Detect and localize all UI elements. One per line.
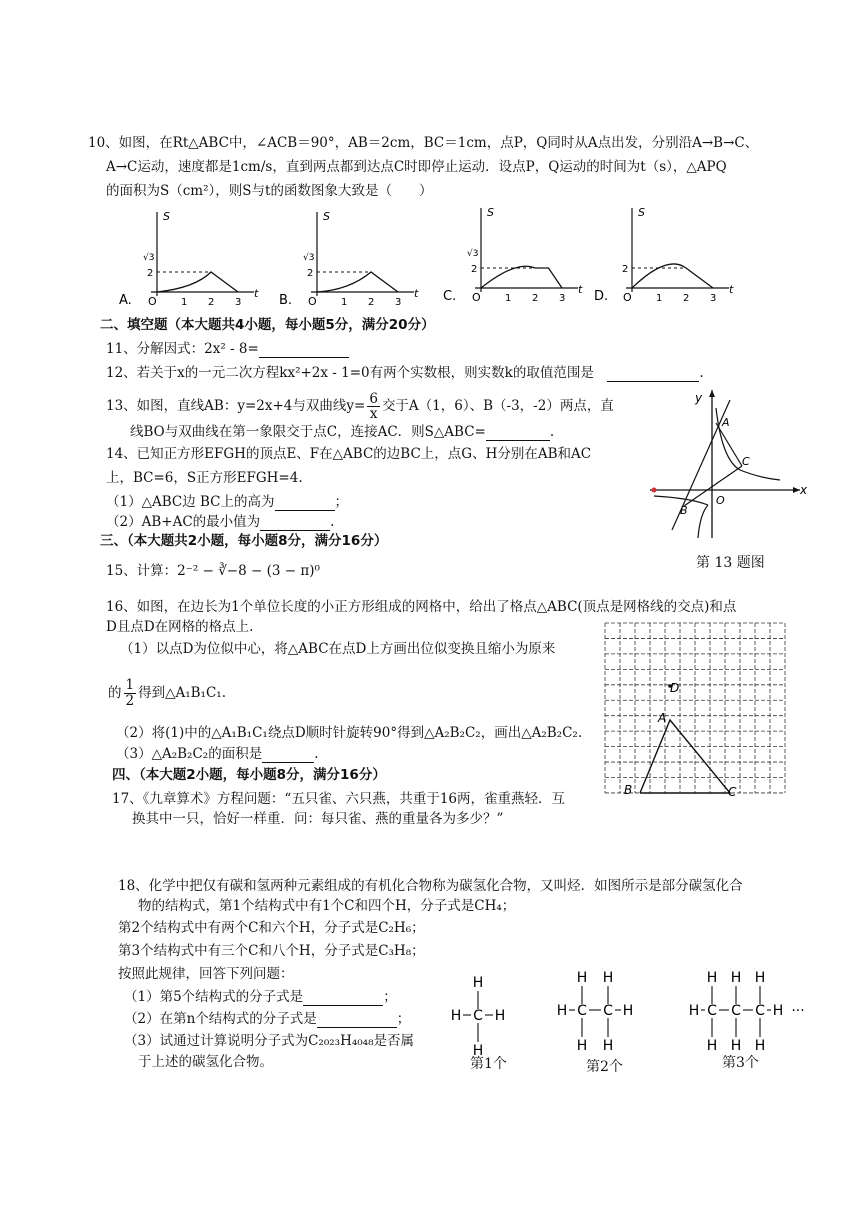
hydrogen-atom: H [602, 970, 614, 986]
q11 [106, 340, 349, 358]
tick-2: 2 [368, 297, 375, 308]
section2-heading: 二、填空题（本大题共4小题，每小题5分，满分20分） [100, 317, 435, 333]
q18-line4: 第3个结构式中有三个C和八个H，分子式是C₃H₈； [118, 943, 425, 959]
graph-option-3 [443, 206, 583, 304]
section4-heading: 四、（本大题2小题，每小题8分，满分16分） [112, 767, 386, 783]
hyperbola-branch-2 [654, 496, 708, 538]
label-o: O [148, 295, 157, 308]
q10-graphs [0, 200, 868, 320]
carbon-atom: C [731, 1003, 741, 1019]
q14-part1-blank [275, 496, 335, 511]
label-c: C [742, 455, 750, 468]
q18-part2-end: ； [396, 1011, 411, 1027]
carbon-atom: C [755, 1003, 765, 1019]
curve [157, 272, 238, 292]
label-s: S [487, 206, 494, 219]
tick-sqrt3: √3 [143, 253, 155, 263]
hydrogen-atom: H [730, 970, 742, 986]
label-a: A [722, 416, 730, 429]
tick-2: 2 [471, 264, 478, 275]
q18-part1-blank [303, 991, 383, 1006]
q14-part2 [106, 513, 334, 531]
q18-part2 [124, 1010, 410, 1028]
q12-end: . [699, 365, 704, 381]
hydrogen-atom: H [576, 1038, 588, 1054]
q18-line3: 第2个结构式中有两个C和六个H，分子式是C₂H₆； [118, 920, 425, 936]
q17-line2: 换其中一只，恰好一样重．问：每只雀、燕的重量各为多少？” [132, 811, 504, 827]
tick-1: 1 [656, 293, 663, 304]
option-label: C. [443, 289, 457, 304]
tick-2: 2 [307, 268, 314, 279]
carbon-atom: C [707, 1003, 717, 1019]
label-o: O [472, 291, 481, 304]
q16-line4 [108, 678, 226, 709]
q10-line1: 10、如图，在Rt△ABC中，∠ACB＝90°，AB＝2cm，BC＝1cm，点P，Q同时从A点出发，分别沿A→B→C、 [88, 135, 759, 151]
tick-3: 3 [710, 293, 717, 304]
hydrogen-atom: H [450, 1008, 462, 1024]
hydrogen-atom: H [754, 1038, 766, 1054]
chem-structures [451, 970, 805, 1059]
option-label: A. [119, 293, 132, 308]
q16-grid-figure [604, 622, 790, 798]
graph-option-4 [594, 206, 734, 304]
label-t: t [729, 283, 734, 296]
q16-frac-den: 2 [125, 693, 135, 709]
q13-text-c: 线BO与双曲线在第一象限交于点C，连接AC．则S△ABC= [130, 424, 486, 440]
tick-sqrt3: √3 [303, 253, 315, 263]
label-c: C [728, 785, 737, 798]
q14-part2-text: （2）AB+AC的最小值为 [106, 514, 261, 530]
q14-part1-text: （1）△ABC边 BC上的高为 [106, 494, 275, 510]
carbon-atom: C [577, 1003, 587, 1019]
graph-option-1 [119, 210, 259, 308]
grid-lines [605, 623, 785, 793]
hydrogen-atom: H [472, 1043, 484, 1059]
q18-part1-text: （1）第5个结构式的分子式是 [124, 989, 304, 1005]
y-axis-arrow [709, 390, 715, 397]
tick-2: 2 [532, 293, 539, 304]
q13-fraction [367, 392, 380, 421]
q14-part2-blank [260, 516, 330, 531]
q15: 15、计算：2⁻² − ∛−8 − (3 − π)⁰ [106, 563, 320, 579]
hydrogen-atom: H [622, 1003, 634, 1019]
q18-part3: （3）试通过计算说明分子式为C₂₀₂₃H₄₀₄₈是否属 [124, 1033, 414, 1049]
q16-frac-num: 1 [125, 677, 135, 693]
carbon-atom: C [473, 1008, 483, 1024]
q16-result: 得到△A₁B₁C₁. [138, 685, 227, 701]
label-d: D [670, 681, 680, 695]
q14-line2: 上，BC=6，S正方形EFGH=4. [106, 470, 303, 486]
q13-frac-den: x [369, 406, 378, 422]
q10-line2: A→C运动，速度都是1cm/s，直到两点都到达点C时即停止运动．设点P，Q运动的时间为t（s），△APQ [106, 159, 727, 175]
tick-2: 2 [147, 268, 154, 279]
label-o: O [716, 494, 725, 507]
q18-line1: 18、化学中把仅有碳和氢两种元素组成的有机化合物称为碳氢化合物，又叫烃．如图所示是部分碳氢化合 [118, 878, 743, 894]
section3-heading: 三、（本大题共2小题，每小题8分，满分16分） [100, 533, 388, 549]
hydrogen-atom: H [494, 1008, 506, 1024]
q16-line3: （1）以点D为位似中心，将△ABC在点D上方画出位似变换且缩小为原来 [120, 641, 556, 657]
q16-part3-text: （3）△A₂B₂C₂的面积是 [116, 746, 263, 762]
curve [481, 266, 562, 288]
hydrogen-atom: H [602, 1038, 614, 1054]
q11-text: 11、分解因式：2x² - 8= [106, 341, 259, 357]
tick-1: 1 [505, 293, 512, 304]
hydrogen-atom: H [688, 1003, 700, 1019]
ellipsis: ··· [791, 1003, 805, 1019]
tick-2: 2 [622, 264, 629, 275]
curve [317, 272, 398, 292]
label-s: S [323, 210, 330, 223]
q14-part1-end: ； [334, 494, 349, 510]
hydrogen-atom: H [706, 970, 718, 986]
tick-1: 1 [341, 297, 348, 308]
q18-part1-end: ； [383, 989, 397, 1005]
q13-line2 [130, 423, 554, 441]
q16-of: 的 [108, 685, 122, 701]
line-bc [684, 466, 742, 506]
label-b: B [624, 783, 633, 797]
carbon-atom: C [603, 1003, 613, 1019]
label-t: t [414, 287, 419, 300]
label-o: O [623, 291, 632, 304]
q16-line5: （2）将(1)中的△A₁B₁C₁绕点D顺时针旋转90°得到△A₂B₂C₂，画出△A₂B₂C₂. [116, 725, 583, 741]
q16-line6 [116, 745, 319, 763]
q13-blank [486, 426, 550, 441]
line-ac [716, 423, 742, 466]
caption-structure-3: 第3个 [722, 1055, 759, 1071]
q16-line1: 16、如图，在边长为1个单位长度的小正方形组成的网格中，给出了格点△ABC(顶点是网格线的交点)和点 [106, 599, 737, 615]
red-dot [652, 488, 657, 493]
q18-part3-cont: 于上述的碳氢化合物。 [138, 1054, 273, 1070]
q16-line2: D且点D在网格的格点上. [106, 619, 254, 635]
tick-3: 3 [235, 297, 242, 308]
q14-part1 [106, 493, 348, 511]
q12-blank [607, 367, 699, 382]
q11-blank [259, 343, 349, 358]
label-t: t [254, 287, 259, 300]
q13-line1 [106, 392, 614, 421]
label-b: B [680, 504, 688, 517]
q14-part2-end: . [330, 514, 335, 530]
option-label: B. [279, 293, 293, 308]
q12-text: 12、若关于x的一元二次方程kx²+2x - 1=0有两个实数根，则实数k的取值范围是 [106, 365, 594, 381]
hydrogen-atom: H [730, 1038, 742, 1054]
hydrogen-atom: H [472, 975, 484, 991]
q13-text-b: 交于A（1，6）、B（-3，-2）两点，直 [381, 398, 614, 414]
hydrogen-atom: H [556, 1003, 568, 1019]
q13-figure [650, 390, 820, 540]
label-o: O [308, 295, 317, 308]
x-axis-arrow [793, 487, 800, 493]
q18-line5: 按照此规律，回答下列问题： [118, 966, 294, 982]
tick-3: 3 [395, 297, 402, 308]
label-x: x [800, 483, 808, 497]
q16-part3-blank [262, 748, 314, 763]
graph-option-2 [279, 210, 419, 308]
caption-structure-2: 第2个 [586, 1059, 623, 1075]
q16-part3-end: . [314, 746, 319, 762]
q13-y: y= [346, 398, 366, 414]
label-s: S [163, 210, 170, 223]
q18-part1 [124, 988, 397, 1006]
q13-end: . [549, 424, 555, 440]
q13-frac-num: 6 [369, 391, 378, 407]
q14-line1: 14、已知正方形EFGH的顶点E、F在△ABC的边BC上，点G、H分别在AB和AC [106, 446, 592, 462]
option-label: D. [594, 289, 609, 304]
hydrogen-atom: H [576, 970, 588, 986]
q13-text-a: 13、如图，直线AB：y=2x+4与双曲线 [106, 398, 347, 414]
q18-line2: 物的结构式，第1个结构式中有1个C和四个H，分子式是CH₄； [138, 898, 516, 914]
q10-line3: 的面积为S（cm²），则S与t的函数图象大致是（ ） [106, 183, 433, 199]
tick-3: 3 [559, 293, 566, 304]
q16-fraction [124, 678, 137, 709]
tick-sqrt3: √3 [467, 249, 479, 259]
q18-part2-text: （2）在第n个结构式的分子式是 [124, 1011, 317, 1027]
label-s: S [638, 206, 645, 219]
fig13-caption: 第 13 题图 [696, 555, 765, 571]
q12 [106, 364, 704, 382]
tick-2: 2 [683, 293, 690, 304]
label-y: y [695, 391, 703, 405]
tick-2: 2 [208, 297, 215, 308]
caption-structure-1: 第1个 [470, 1056, 507, 1072]
hydrogen-atom: H [772, 1003, 784, 1019]
label-t: t [578, 283, 583, 296]
label-a: A [658, 711, 667, 725]
q17-line1: 17、《九章算术》方程问题：“五只雀、六只燕，共重于16两，雀重燕轻．互 [112, 791, 566, 807]
tick-1: 1 [181, 297, 188, 308]
hydrogen-atom: H [754, 970, 766, 986]
hydrogen-atom: H [706, 1038, 718, 1054]
q18-part2-blank [317, 1013, 397, 1028]
